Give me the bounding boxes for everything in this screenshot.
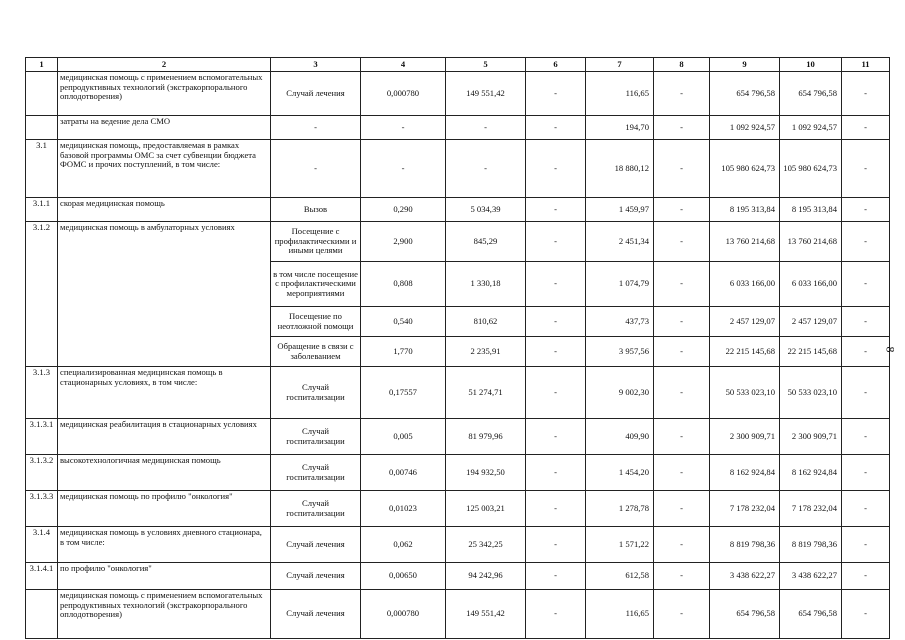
row-name: затраты на ведение дела СМО xyxy=(58,116,271,140)
row-col9: 8 195 313,84 xyxy=(710,198,780,222)
row-col10: 8 819 798,36 xyxy=(780,527,842,563)
row-col6: - xyxy=(526,337,586,367)
row-unit: Случай госпитализации xyxy=(271,455,361,491)
row-col8: - xyxy=(654,72,710,116)
row-number: 3.1.1 xyxy=(26,198,58,222)
table-row xyxy=(26,563,890,590)
row-name: медицинская помощь с применением вспомогательных репродуктивных технологий (экстракорпорального оплодотворения) xyxy=(58,590,271,639)
row-number: 3.1.3.3 xyxy=(26,491,58,527)
row-col11: - xyxy=(842,419,890,455)
col-header-2: 2 xyxy=(58,58,271,72)
row-unit: Случай лечения xyxy=(271,563,361,590)
row-col10: 105 980 624,73 xyxy=(780,140,842,198)
row-col10: 6 033 166,00 xyxy=(780,262,842,307)
row-col8: - xyxy=(654,140,710,198)
row-col9: 105 980 624,73 xyxy=(710,140,780,198)
row-unit: Случай лечения xyxy=(271,590,361,639)
row-col7: 116,65 xyxy=(586,72,654,116)
row-col8: - xyxy=(654,527,710,563)
row-unit: Случай госпитализации xyxy=(271,367,361,419)
row-name: высокотехнологичная медицинская помощь xyxy=(58,455,271,491)
col-header-11: 11 xyxy=(842,58,890,72)
row-col8: - xyxy=(654,419,710,455)
row-col5: 810,62 xyxy=(446,307,526,337)
row-col11: - xyxy=(842,72,890,116)
col-header-8: 8 xyxy=(654,58,710,72)
row-col5: 149 551,42 xyxy=(446,72,526,116)
row-col9: 654 796,58 xyxy=(710,590,780,639)
col-header-6: 6 xyxy=(526,58,586,72)
row-col9: 50 533 023,10 xyxy=(710,367,780,419)
row-col5: 5 034,39 xyxy=(446,198,526,222)
row-col10: 654 796,58 xyxy=(780,590,842,639)
row-col7: 18 880,12 xyxy=(586,140,654,198)
row-unit: Обращение в связи с заболеванием xyxy=(271,337,361,367)
table-row xyxy=(26,590,890,639)
row-col5: 845,29 xyxy=(446,222,526,262)
table-row xyxy=(26,419,890,455)
table-row xyxy=(26,491,890,527)
row-col7: 194,70 xyxy=(586,116,654,140)
row-name: специализированная медицинская помощь в стационарных условиях, в том числе: xyxy=(58,367,271,419)
table-row xyxy=(26,222,890,262)
row-col5: 94 242,96 xyxy=(446,563,526,590)
row-col8: - xyxy=(654,307,710,337)
row-name: медицинская помощь в амбулаторных условиях xyxy=(58,222,271,367)
row-col11: - xyxy=(842,527,890,563)
row-col7: 9 002,30 xyxy=(586,367,654,419)
row-col6: - xyxy=(526,116,586,140)
budget-table xyxy=(25,57,890,639)
row-col10: 2 457 129,07 xyxy=(780,307,842,337)
row-col9: 22 215 145,68 xyxy=(710,337,780,367)
row-col4: - xyxy=(361,116,446,140)
row-unit: Вызов xyxy=(271,198,361,222)
row-col10: 3 438 622,27 xyxy=(780,563,842,590)
row-col9: 2 300 909,71 xyxy=(710,419,780,455)
row-col4: - xyxy=(361,140,446,198)
row-col4: 0,005 xyxy=(361,419,446,455)
table-row xyxy=(26,140,890,198)
row-col10: 8 195 313,84 xyxy=(780,198,842,222)
row-col6: - xyxy=(526,198,586,222)
row-number: 3.1.3 xyxy=(26,367,58,419)
row-col4: 2,900 xyxy=(361,222,446,262)
row-col11: - xyxy=(842,116,890,140)
row-col11: - xyxy=(842,198,890,222)
col-header-7: 7 xyxy=(586,58,654,72)
row-number: 3.1 xyxy=(26,140,58,198)
row-col4: 1,770 xyxy=(361,337,446,367)
col-header-1: 1 xyxy=(26,58,58,72)
table-row xyxy=(26,367,890,419)
row-number: 3.1.4.1 xyxy=(26,563,58,590)
row-col11: - xyxy=(842,262,890,307)
row-col4: 0,540 xyxy=(361,307,446,337)
row-name: медицинская реабилитация в стационарных условиях xyxy=(58,419,271,455)
row-col9: 7 178 232,04 xyxy=(710,491,780,527)
row-col9: 2 457 129,07 xyxy=(710,307,780,337)
row-number: 3.1.4 xyxy=(26,527,58,563)
row-col4: 0,000780 xyxy=(361,72,446,116)
row-col6: - xyxy=(526,527,586,563)
row-col4: 0,808 xyxy=(361,262,446,307)
row-number xyxy=(26,116,58,140)
row-name: медицинская помощь по профилю "онкология" xyxy=(58,491,271,527)
row-col5: 51 274,71 xyxy=(446,367,526,419)
row-name: по профилю "онкология" xyxy=(58,563,271,590)
row-unit: Случай лечения xyxy=(271,72,361,116)
row-name: медицинская помощь, предоставляемая в рамках базовой программы ОМС за счет субвенции бюджета ФОМС и прочих поступлений, в том числе: xyxy=(58,140,271,198)
row-col9: 8 819 798,36 xyxy=(710,527,780,563)
row-col11: - xyxy=(842,140,890,198)
row-col7: 1 571,22 xyxy=(586,527,654,563)
row-col4: 0,062 xyxy=(361,527,446,563)
row-col5: 194 932,50 xyxy=(446,455,526,491)
row-name: медицинская помощь в условиях дневного стационара, в том числе: xyxy=(58,527,271,563)
row-col5: 1 330,18 xyxy=(446,262,526,307)
row-number: 3.1.2 xyxy=(26,222,58,367)
row-col10: 1 092 924,57 xyxy=(780,116,842,140)
row-col10: 8 162 924,84 xyxy=(780,455,842,491)
col-header-9: 9 xyxy=(710,58,780,72)
row-col6: - xyxy=(526,262,586,307)
row-col5: 2 235,91 xyxy=(446,337,526,367)
row-col8: - xyxy=(654,563,710,590)
row-col9: 3 438 622,27 xyxy=(710,563,780,590)
row-number xyxy=(26,72,58,116)
row-col9: 13 760 214,68 xyxy=(710,222,780,262)
row-col10: 22 215 145,68 xyxy=(780,337,842,367)
row-col5: 25 342,25 xyxy=(446,527,526,563)
table-row xyxy=(26,116,890,140)
page-number: 8 xyxy=(883,346,898,353)
row-name: медицинская помощь с применением вспомогательных репродуктивных технологий (экстракорпорального оплодотворения) xyxy=(58,72,271,116)
header-row xyxy=(26,58,890,72)
row-col9: 8 162 924,84 xyxy=(710,455,780,491)
row-col7: 1 454,20 xyxy=(586,455,654,491)
row-number xyxy=(26,590,58,639)
row-unit: Посещение по неотложной помощи xyxy=(271,307,361,337)
row-unit: Случай госпитализации xyxy=(271,491,361,527)
row-col11: - xyxy=(842,307,890,337)
row-unit: - xyxy=(271,140,361,198)
row-col11: - xyxy=(842,367,890,419)
row-unit: - xyxy=(271,116,361,140)
row-col6: - xyxy=(526,455,586,491)
table-row xyxy=(26,455,890,491)
row-unit: Случай госпитализации xyxy=(271,419,361,455)
row-col8: - xyxy=(654,455,710,491)
row-col8: - xyxy=(654,116,710,140)
row-col4: 0,01023 xyxy=(361,491,446,527)
row-number: 3.1.3.1 xyxy=(26,419,58,455)
row-col9: 654 796,58 xyxy=(710,72,780,116)
row-col6: - xyxy=(526,222,586,262)
row-col11: - xyxy=(842,337,890,367)
row-col7: 1 278,78 xyxy=(586,491,654,527)
row-col8: - xyxy=(654,222,710,262)
table-row xyxy=(26,527,890,563)
row-number: 3.1.3.2 xyxy=(26,455,58,491)
col-header-10: 10 xyxy=(780,58,842,72)
row-col7: 116,65 xyxy=(586,590,654,639)
row-col6: - xyxy=(526,419,586,455)
row-col9: 1 092 924,57 xyxy=(710,116,780,140)
row-col6: - xyxy=(526,140,586,198)
col-header-5: 5 xyxy=(446,58,526,72)
table-row xyxy=(26,72,890,116)
row-col10: 50 533 023,10 xyxy=(780,367,842,419)
row-col7: 612,58 xyxy=(586,563,654,590)
row-col4: 0,00746 xyxy=(361,455,446,491)
row-col5: 125 003,21 xyxy=(446,491,526,527)
row-name: скорая медицинская помощь xyxy=(58,198,271,222)
row-col5: 149 551,42 xyxy=(446,590,526,639)
row-col6: - xyxy=(526,491,586,527)
table-row xyxy=(26,198,890,222)
row-col6: - xyxy=(526,72,586,116)
row-col5: - xyxy=(446,140,526,198)
row-unit: в том числе посещение с профилактическими мероприятиями xyxy=(271,262,361,307)
row-col7: 1 459,97 xyxy=(586,198,654,222)
row-col6: - xyxy=(526,307,586,337)
row-col11: - xyxy=(842,563,890,590)
row-col6: - xyxy=(526,590,586,639)
row-col6: - xyxy=(526,563,586,590)
row-unit: Посещение с профилактическими и иными целями xyxy=(271,222,361,262)
row-col5: - xyxy=(446,116,526,140)
row-col7: 1 074,79 xyxy=(586,262,654,307)
row-col7: 437,73 xyxy=(586,307,654,337)
row-col10: 2 300 909,71 xyxy=(780,419,842,455)
row-col10: 654 796,58 xyxy=(780,72,842,116)
row-col4: 0,290 xyxy=(361,198,446,222)
row-col11: - xyxy=(842,590,890,639)
row-col8: - xyxy=(654,491,710,527)
row-col8: - xyxy=(654,262,710,307)
row-col10: 13 760 214,68 xyxy=(780,222,842,262)
row-col10: 7 178 232,04 xyxy=(780,491,842,527)
row-col7: 409,90 xyxy=(586,419,654,455)
row-col11: - xyxy=(842,455,890,491)
row-col4: 0,17557 xyxy=(361,367,446,419)
row-col7: 2 451,34 xyxy=(586,222,654,262)
row-col9: 6 033 166,00 xyxy=(710,262,780,307)
col-header-3: 3 xyxy=(271,58,361,72)
row-col7: 3 957,56 xyxy=(586,337,654,367)
row-col8: - xyxy=(654,198,710,222)
row-col4: 0,00650 xyxy=(361,563,446,590)
row-col4: 0,000780 xyxy=(361,590,446,639)
row-col6: - xyxy=(526,367,586,419)
row-col8: - xyxy=(654,337,710,367)
row-col11: - xyxy=(842,222,890,262)
row-col5: 81 979,96 xyxy=(446,419,526,455)
row-col11: - xyxy=(842,491,890,527)
row-unit: Случай лечения xyxy=(271,527,361,563)
row-col8: - xyxy=(654,367,710,419)
row-col8: - xyxy=(654,590,710,639)
col-header-4: 4 xyxy=(361,58,446,72)
